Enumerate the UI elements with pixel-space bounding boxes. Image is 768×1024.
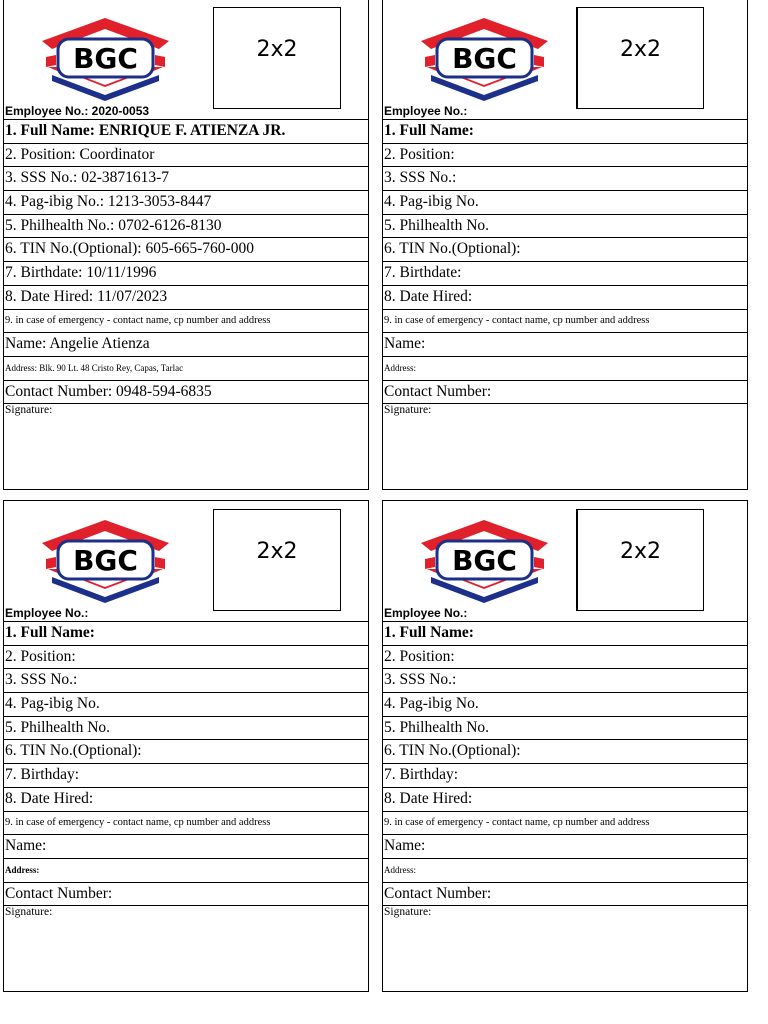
signature-row: Signature: [383, 905, 747, 987]
philhealth-row: 5. Philhealth No. [383, 716, 747, 740]
sss-row: 3. SSS No.: [383, 166, 747, 190]
card-header [383, 501, 747, 620]
signature-row: Signature: [4, 403, 368, 485]
logo-text: BGC [452, 544, 517, 577]
pagibig-row: 4. Pag-ibig No. [383, 190, 747, 214]
tin-row: 6. TIN No.(Optional): [383, 739, 747, 763]
emergency-heading-row: 9. in case of emergency - contact name, cp number and address [383, 811, 747, 835]
info-rows [383, 621, 747, 987]
card-header [383, 0, 747, 118]
date-hired-row: 8. Date Hired: [383, 285, 747, 309]
sss-row: 3. SSS No.: [4, 668, 368, 692]
pagibig-row: 4. Pag-ibig No.: 1213-3053-8447 [4, 190, 368, 214]
photo-label: 2x2 [256, 538, 298, 564]
emergency-address-row: Address: [4, 858, 368, 882]
date-hired-row: 8. Date Hired: 11/07/2023 [4, 285, 368, 309]
emergency-name-row: Name: [383, 332, 747, 356]
birthdate-row: 7. Birthday: [383, 763, 747, 787]
logo-text: BGC [73, 544, 138, 577]
emergency-address-row: Address: [383, 356, 747, 380]
emergency-heading-row: 9. in case of emergency - contact name, cp number and address [4, 309, 368, 333]
position-row: 2. Position: [383, 143, 747, 167]
employee-number: Employee No.: [384, 104, 468, 118]
philhealth-row: 5. Philhealth No. [4, 716, 368, 740]
employee-number: Employee No.: [384, 606, 468, 620]
tin-row: 6. TIN No.(Optional): [4, 739, 368, 763]
info-rows [4, 119, 368, 485]
birthdate-row: 7. Birthdate: [383, 261, 747, 285]
logo-text: BGC [73, 42, 138, 75]
employee-card [382, 500, 748, 992]
full-name-row: 1. Full Name: [383, 119, 747, 143]
info-rows [383, 119, 747, 485]
card-header [4, 501, 368, 620]
philhealth-row: 5. Philhealth No. [383, 214, 747, 238]
emergency-heading-row: 9. in case of emergency - contact name, cp number and address [383, 309, 747, 333]
pagibig-row: 4. Pag-ibig No. [383, 692, 747, 716]
bgc-logo [38, 15, 173, 101]
full-name-row: 1. Full Name: [383, 621, 747, 645]
bgc-logo [38, 517, 173, 603]
bgc-logo [417, 15, 552, 101]
photo-label: 2x2 [256, 36, 298, 62]
date-hired-row: 8. Date Hired: [383, 787, 747, 811]
tin-row: 6. TIN No.(Optional): [383, 237, 747, 261]
date-hired-row: 8. Date Hired: [4, 787, 368, 811]
emergency-address-row: Address: Blk. 90 Lt. 48 Cristo Rey, Capas, Tarlac [4, 356, 368, 380]
photo-label: 2x2 [619, 36, 661, 62]
contact-number-row: Contact Number: [383, 380, 747, 404]
emergency-name-row: Name: [383, 834, 747, 858]
contact-number-row: Contact Number: 0948-594-6835 [4, 380, 368, 404]
contact-number-row: Contact Number: [4, 882, 368, 906]
pagibig-row: 4. Pag-ibig No. [4, 692, 368, 716]
emergency-name-row: Name: Angelie Atienza [4, 332, 368, 356]
full-name-row: 1. Full Name: ENRIQUE F. ATIENZA JR. [4, 119, 368, 143]
photo-placeholder [213, 509, 341, 611]
sss-row: 3. SSS No.: [383, 668, 747, 692]
employee-card [3, 500, 369, 992]
position-row: 2. Position: Coordinator [4, 143, 368, 167]
photo-placeholder [576, 509, 704, 611]
birthdate-row: 7. Birthday: [4, 763, 368, 787]
card-header [4, 0, 368, 118]
full-name-row: 1. Full Name: [4, 621, 368, 645]
birthdate-row: 7. Birthdate: 10/11/1996 [4, 261, 368, 285]
employee-number: Employee No.: 2020-0053 [5, 104, 150, 118]
employee-number: Employee No.: [5, 606, 89, 620]
signature-row: Signature: [383, 403, 747, 485]
emergency-name-row: Name: [4, 834, 368, 858]
contact-number-row: Contact Number: [383, 882, 747, 906]
emergency-heading-row: 9. in case of emergency - contact name, cp number and address [4, 811, 368, 835]
employee-card [3, 0, 369, 490]
logo-text: BGC [452, 42, 517, 75]
bgc-logo [417, 517, 552, 603]
photo-placeholder [213, 7, 341, 109]
philhealth-row: 5. Philhealth No.: 0702-6126-8130 [4, 214, 368, 238]
photo-label: 2x2 [619, 538, 661, 564]
emergency-address-row: Address: [383, 858, 747, 882]
signature-row: Signature: [4, 905, 368, 987]
photo-placeholder [576, 7, 704, 109]
position-row: 2. Position: [4, 645, 368, 669]
employee-card [382, 0, 748, 490]
tin-row: 6. TIN No.(Optional): 605-665-760-000 [4, 237, 368, 261]
position-row: 2. Position: [383, 645, 747, 669]
sss-row: 3. SSS No.: 02-3871613-7 [4, 166, 368, 190]
info-rows [4, 621, 368, 987]
